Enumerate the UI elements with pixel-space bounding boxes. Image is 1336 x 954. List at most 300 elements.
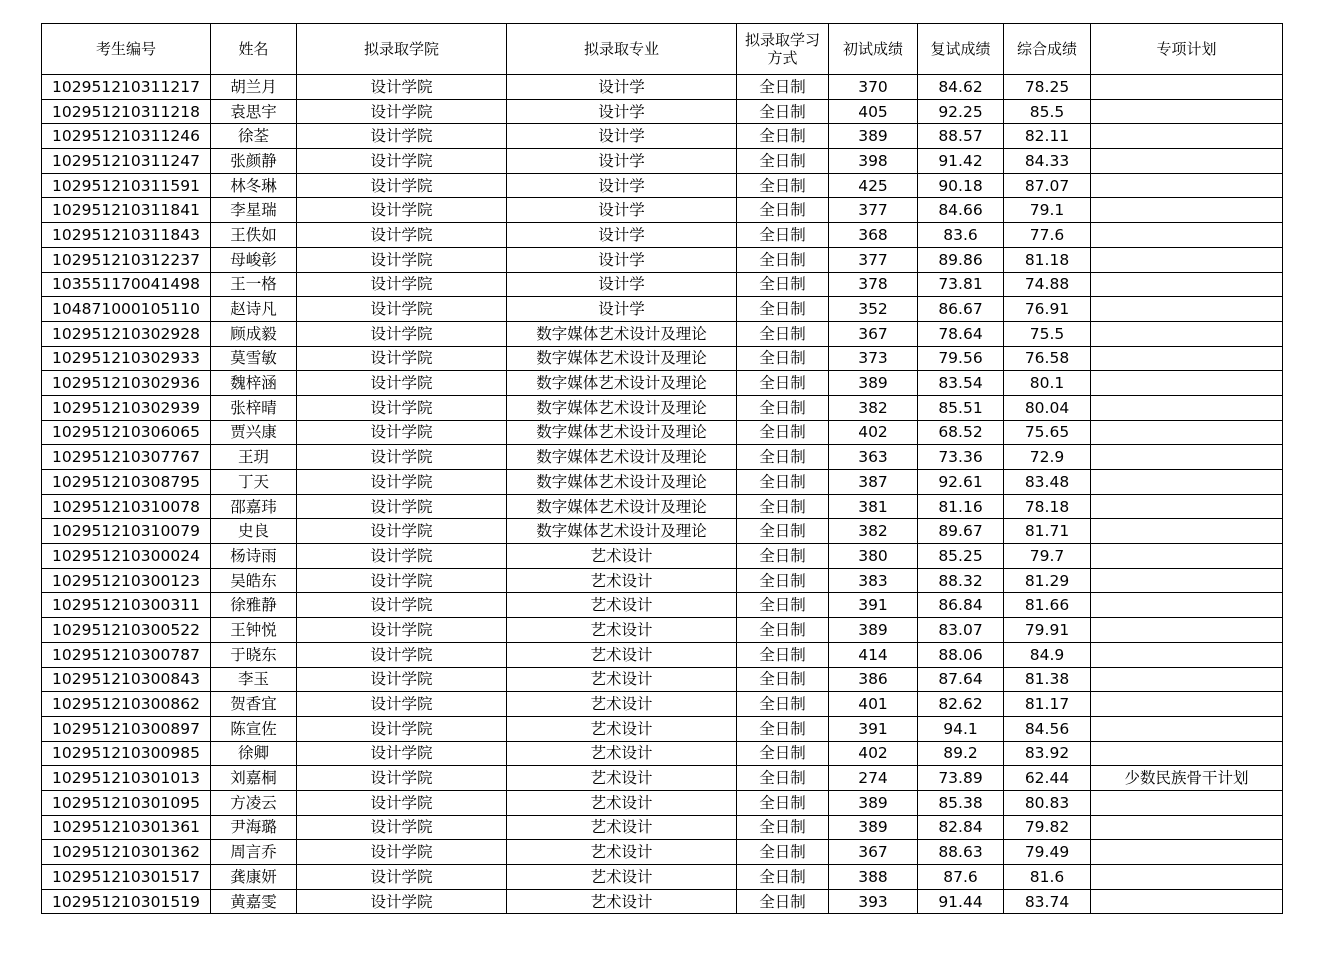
total-score-cell: 79.91: [1004, 618, 1091, 643]
header-special-plan: 专项计划: [1091, 24, 1283, 75]
college-cell: 设计学院: [297, 593, 507, 618]
major-cell: 艺术设计: [507, 642, 737, 667]
special-plan-cell: 少数民族骨干计划: [1091, 766, 1283, 791]
candidate-id-cell: 102951210311247: [42, 149, 211, 174]
header-name: 姓名: [211, 24, 297, 75]
major-cell: 数字媒体艺术设计及理论: [507, 395, 737, 420]
study-mode-cell: 全日制: [737, 865, 829, 890]
college-cell: 设计学院: [297, 519, 507, 544]
table-row: [42, 766, 1283, 791]
major-cell: 设计学: [507, 272, 737, 297]
candidate-id-cell: 102951210300123: [42, 568, 211, 593]
college-cell: 设计学院: [297, 297, 507, 322]
table-row: [42, 272, 1283, 297]
table-row: [42, 815, 1283, 840]
retest-score-cell: 82.62: [918, 692, 1004, 717]
retest-score-cell: 92.61: [918, 470, 1004, 495]
college-cell: 设计学院: [297, 544, 507, 569]
study-mode-cell: 全日制: [737, 519, 829, 544]
major-cell: 艺术设计: [507, 790, 737, 815]
total-score-cell: 81.71: [1004, 519, 1091, 544]
major-cell: 数字媒体艺术设计及理论: [507, 445, 737, 470]
college-cell: 设计学院: [297, 840, 507, 865]
study-mode-cell: 全日制: [737, 790, 829, 815]
total-score-cell: 79.1: [1004, 198, 1091, 223]
total-score-cell: 83.92: [1004, 741, 1091, 766]
total-score-cell: 79.7: [1004, 544, 1091, 569]
name-cell: 刘嘉桐: [211, 766, 297, 791]
total-score-cell: 80.1: [1004, 371, 1091, 396]
major-cell: 设计学: [507, 75, 737, 100]
total-score-cell: 81.17: [1004, 692, 1091, 717]
retest-score-cell: 88.57: [918, 124, 1004, 149]
name-cell: 张梓晴: [211, 395, 297, 420]
study-mode-cell: 全日制: [737, 173, 829, 198]
candidate-id-cell: 102951210311843: [42, 223, 211, 248]
name-cell: 张颜静: [211, 149, 297, 174]
study-mode-cell: 全日制: [737, 346, 829, 371]
study-mode-cell: 全日制: [737, 75, 829, 100]
study-mode-cell: 全日制: [737, 99, 829, 124]
candidate-id-cell: 102951210301519: [42, 889, 211, 914]
initial-score-cell: 370: [829, 75, 918, 100]
total-score-cell: 82.11: [1004, 124, 1091, 149]
table-row: [42, 99, 1283, 124]
college-cell: 设计学院: [297, 889, 507, 914]
study-mode-cell: 全日制: [737, 642, 829, 667]
candidate-id-cell: 102951210300311: [42, 593, 211, 618]
special-plan-cell: [1091, 346, 1283, 371]
major-cell: 艺术设计: [507, 692, 737, 717]
retest-score-cell: 91.44: [918, 889, 1004, 914]
study-mode-cell: 全日制: [737, 840, 829, 865]
initial-score-cell: 382: [829, 395, 918, 420]
study-mode-cell: 全日制: [737, 470, 829, 495]
initial-score-cell: 389: [829, 371, 918, 396]
candidate-id-cell: 102951210301362: [42, 840, 211, 865]
total-score-cell: 77.6: [1004, 223, 1091, 248]
college-cell: 设计学院: [297, 692, 507, 717]
total-score-cell: 81.6: [1004, 865, 1091, 890]
name-cell: 赵诗凡: [211, 297, 297, 322]
major-cell: 设计学: [507, 149, 737, 174]
special-plan-cell: [1091, 716, 1283, 741]
special-plan-cell: [1091, 692, 1283, 717]
major-cell: 数字媒体艺术设计及理论: [507, 321, 737, 346]
total-score-cell: 76.91: [1004, 297, 1091, 322]
major-cell: 数字媒体艺术设计及理论: [507, 346, 737, 371]
candidate-id-cell: 102951210301013: [42, 766, 211, 791]
initial-score-cell: 398: [829, 149, 918, 174]
table-row: [42, 395, 1283, 420]
college-cell: 设计学院: [297, 618, 507, 643]
special-plan-cell: [1091, 395, 1283, 420]
study-mode-cell: 全日制: [737, 593, 829, 618]
name-cell: 邵嘉玮: [211, 494, 297, 519]
total-score-cell: 76.58: [1004, 346, 1091, 371]
total-score-cell: 75.5: [1004, 321, 1091, 346]
special-plan-cell: [1091, 889, 1283, 914]
special-plan-cell: [1091, 297, 1283, 322]
candidate-id-cell: 102951210301517: [42, 865, 211, 890]
special-plan-cell: [1091, 494, 1283, 519]
major-cell: 艺术设计: [507, 667, 737, 692]
retest-score-cell: 84.66: [918, 198, 1004, 223]
initial-score-cell: 387: [829, 470, 918, 495]
name-cell: 陈宣佐: [211, 716, 297, 741]
name-cell: 莫雪敏: [211, 346, 297, 371]
study-mode-cell: 全日制: [737, 815, 829, 840]
retest-score-cell: 85.38: [918, 790, 1004, 815]
name-cell: 吴皓东: [211, 568, 297, 593]
retest-score-cell: 86.84: [918, 593, 1004, 618]
retest-score-cell: 94.1: [918, 716, 1004, 741]
study-mode-cell: 全日制: [737, 766, 829, 791]
name-cell: 王佚如: [211, 223, 297, 248]
candidate-id-cell: 102951210307767: [42, 445, 211, 470]
table-row: [42, 865, 1283, 890]
special-plan-cell: [1091, 272, 1283, 297]
table-row: [42, 420, 1283, 445]
college-cell: 设计学院: [297, 99, 507, 124]
candidate-id-cell: 102951210301361: [42, 815, 211, 840]
study-mode-cell: 全日制: [737, 297, 829, 322]
retest-score-cell: 85.51: [918, 395, 1004, 420]
table-row: [42, 692, 1283, 717]
study-mode-cell: 全日制: [737, 247, 829, 272]
major-cell: 艺术设计: [507, 865, 737, 890]
candidate-id-cell: 102951210302933: [42, 346, 211, 371]
candidate-id-cell: 102951210310079: [42, 519, 211, 544]
total-score-cell: 83.48: [1004, 470, 1091, 495]
major-cell: 艺术设计: [507, 815, 737, 840]
study-mode-cell: 全日制: [737, 544, 829, 569]
name-cell: 方凌云: [211, 790, 297, 815]
special-plan-cell: [1091, 321, 1283, 346]
initial-score-cell: 373: [829, 346, 918, 371]
initial-score-cell: 363: [829, 445, 918, 470]
study-mode-cell: 全日制: [737, 692, 829, 717]
special-plan-cell: [1091, 75, 1283, 100]
special-plan-cell: [1091, 741, 1283, 766]
college-cell: 设计学院: [297, 75, 507, 100]
total-score-cell: 72.9: [1004, 445, 1091, 470]
college-cell: 设计学院: [297, 247, 507, 272]
college-cell: 设计学院: [297, 173, 507, 198]
retest-score-cell: 73.36: [918, 445, 1004, 470]
total-score-cell: 81.29: [1004, 568, 1091, 593]
header-initial-score: 初试成绩: [829, 24, 918, 75]
initial-score-cell: 389: [829, 618, 918, 643]
total-score-cell: 79.49: [1004, 840, 1091, 865]
candidate-id-cell: 102951210300024: [42, 544, 211, 569]
candidate-id-cell: 102951210300787: [42, 642, 211, 667]
table-row: [42, 149, 1283, 174]
retest-score-cell: 89.67: [918, 519, 1004, 544]
college-cell: 设计学院: [297, 716, 507, 741]
table-row: [42, 494, 1283, 519]
retest-score-cell: 83.6: [918, 223, 1004, 248]
table-row: [42, 470, 1283, 495]
initial-score-cell: 368: [829, 223, 918, 248]
major-cell: 数字媒体艺术设计及理论: [507, 494, 737, 519]
major-cell: 设计学: [507, 124, 737, 149]
retest-score-cell: 91.42: [918, 149, 1004, 174]
major-cell: 艺术设计: [507, 840, 737, 865]
name-cell: 王一格: [211, 272, 297, 297]
special-plan-cell: [1091, 568, 1283, 593]
major-cell: 设计学: [507, 99, 737, 124]
major-cell: 设计学: [507, 173, 737, 198]
total-score-cell: 83.74: [1004, 889, 1091, 914]
header-candidate-id: 考生编号: [42, 24, 211, 75]
initial-score-cell: 425: [829, 173, 918, 198]
name-cell: 贾兴康: [211, 420, 297, 445]
major-cell: 设计学: [507, 223, 737, 248]
retest-score-cell: 88.32: [918, 568, 1004, 593]
major-cell: 数字媒体艺术设计及理论: [507, 371, 737, 396]
table-row: [42, 297, 1283, 322]
college-cell: 设计学院: [297, 865, 507, 890]
special-plan-cell: [1091, 371, 1283, 396]
major-cell: 艺术设计: [507, 741, 737, 766]
special-plan-cell: [1091, 247, 1283, 272]
candidate-id-cell: 102951210300897: [42, 716, 211, 741]
study-mode-cell: 全日制: [737, 716, 829, 741]
name-cell: 王玥: [211, 445, 297, 470]
college-cell: 设计学院: [297, 149, 507, 174]
candidate-id-cell: 102951210300985: [42, 741, 211, 766]
special-plan-cell: [1091, 593, 1283, 618]
college-cell: 设计学院: [297, 494, 507, 519]
initial-score-cell: 393: [829, 889, 918, 914]
initial-score-cell: 382: [829, 519, 918, 544]
initial-score-cell: 391: [829, 716, 918, 741]
total-score-cell: 75.65: [1004, 420, 1091, 445]
major-cell: 艺术设计: [507, 618, 737, 643]
college-cell: 设计学院: [297, 395, 507, 420]
table-row: [42, 716, 1283, 741]
name-cell: 徐卿: [211, 741, 297, 766]
name-cell: 林冬琳: [211, 173, 297, 198]
major-cell: 设计学: [507, 198, 737, 223]
college-cell: 设计学院: [297, 741, 507, 766]
table-row: [42, 223, 1283, 248]
study-mode-cell: 全日制: [737, 272, 829, 297]
table-row: [42, 198, 1283, 223]
header-retest-score: 复试成绩: [918, 24, 1004, 75]
table-row: [42, 618, 1283, 643]
table-row: [42, 741, 1283, 766]
retest-score-cell: 83.07: [918, 618, 1004, 643]
special-plan-cell: [1091, 223, 1283, 248]
retest-score-cell: 87.64: [918, 667, 1004, 692]
initial-score-cell: 380: [829, 544, 918, 569]
candidate-id-cell: 102951210311841: [42, 198, 211, 223]
retest-score-cell: 86.67: [918, 297, 1004, 322]
study-mode-cell: 全日制: [737, 198, 829, 223]
candidate-id-cell: 102951210301095: [42, 790, 211, 815]
total-score-cell: 84.33: [1004, 149, 1091, 174]
name-cell: 魏梓涵: [211, 371, 297, 396]
college-cell: 设计学院: [297, 272, 507, 297]
table-row: [42, 247, 1283, 272]
study-mode-cell: 全日制: [737, 321, 829, 346]
college-cell: 设计学院: [297, 470, 507, 495]
major-cell: 艺术设计: [507, 889, 737, 914]
total-score-cell: 78.25: [1004, 75, 1091, 100]
total-score-cell: 62.44: [1004, 766, 1091, 791]
retest-score-cell: 89.2: [918, 741, 1004, 766]
total-score-cell: 84.56: [1004, 716, 1091, 741]
initial-score-cell: 389: [829, 815, 918, 840]
name-cell: 徐雅静: [211, 593, 297, 618]
major-cell: 数字媒体艺术设计及理论: [507, 470, 737, 495]
retest-score-cell: 83.54: [918, 371, 1004, 396]
table-row: [42, 790, 1283, 815]
special-plan-cell: [1091, 790, 1283, 815]
retest-score-cell: 90.18: [918, 173, 1004, 198]
total-score-cell: 74.88: [1004, 272, 1091, 297]
major-cell: 数字媒体艺术设计及理论: [507, 519, 737, 544]
special-plan-cell: [1091, 544, 1283, 569]
table-row: [42, 642, 1283, 667]
table-row: [42, 124, 1283, 149]
college-cell: 设计学院: [297, 667, 507, 692]
study-mode-cell: 全日制: [737, 395, 829, 420]
candidate-id-cell: 102951210311591: [42, 173, 211, 198]
retest-score-cell: 68.52: [918, 420, 1004, 445]
special-plan-cell: [1091, 198, 1283, 223]
study-mode-cell: 全日制: [737, 889, 829, 914]
candidate-id-cell: 102951210308795: [42, 470, 211, 495]
special-plan-cell: [1091, 815, 1283, 840]
name-cell: 于晓东: [211, 642, 297, 667]
study-mode-cell: 全日制: [737, 124, 829, 149]
college-cell: 设计学院: [297, 321, 507, 346]
major-cell: 艺术设计: [507, 568, 737, 593]
header-study-mode: 拟录取学习方式: [737, 24, 829, 75]
name-cell: 母峻彰: [211, 247, 297, 272]
college-cell: 设计学院: [297, 445, 507, 470]
college-cell: 设计学院: [297, 766, 507, 791]
study-mode-cell: 全日制: [737, 371, 829, 396]
retest-score-cell: 79.56: [918, 346, 1004, 371]
retest-score-cell: 88.63: [918, 840, 1004, 865]
name-cell: 徐荃: [211, 124, 297, 149]
candidate-id-cell: 103551170041498: [42, 272, 211, 297]
college-cell: 设计学院: [297, 642, 507, 667]
name-cell: 黄嘉雯: [211, 889, 297, 914]
special-plan-cell: [1091, 99, 1283, 124]
candidate-id-cell: 102951210311218: [42, 99, 211, 124]
special-plan-cell: [1091, 667, 1283, 692]
table-row: [42, 544, 1283, 569]
special-plan-cell: [1091, 519, 1283, 544]
special-plan-cell: [1091, 420, 1283, 445]
study-mode-cell: 全日制: [737, 494, 829, 519]
retest-score-cell: 85.25: [918, 544, 1004, 569]
name-cell: 史良: [211, 519, 297, 544]
special-plan-cell: [1091, 865, 1283, 890]
header-total-score: 综合成绩: [1004, 24, 1091, 75]
major-cell: 设计学: [507, 247, 737, 272]
retest-score-cell: 73.81: [918, 272, 1004, 297]
table-row: [42, 321, 1283, 346]
table-row: [42, 568, 1283, 593]
total-score-cell: 81.66: [1004, 593, 1091, 618]
initial-score-cell: 377: [829, 247, 918, 272]
table-body: [42, 75, 1283, 914]
name-cell: 龚康妍: [211, 865, 297, 890]
candidate-id-cell: 102951210312237: [42, 247, 211, 272]
retest-score-cell: 73.89: [918, 766, 1004, 791]
total-score-cell: 87.07: [1004, 173, 1091, 198]
table-row: [42, 667, 1283, 692]
retest-score-cell: 82.84: [918, 815, 1004, 840]
candidate-id-cell: 104871000105110: [42, 297, 211, 322]
total-score-cell: 80.83: [1004, 790, 1091, 815]
table-row: [42, 371, 1283, 396]
table-row: [42, 593, 1283, 618]
initial-score-cell: 352: [829, 297, 918, 322]
study-mode-cell: 全日制: [737, 223, 829, 248]
candidate-id-cell: 102951210302936: [42, 371, 211, 396]
total-score-cell: 78.18: [1004, 494, 1091, 519]
candidate-id-cell: 102951210310078: [42, 494, 211, 519]
retest-score-cell: 89.86: [918, 247, 1004, 272]
total-score-cell: 81.18: [1004, 247, 1091, 272]
initial-score-cell: 389: [829, 124, 918, 149]
college-cell: 设计学院: [297, 815, 507, 840]
initial-score-cell: 383: [829, 568, 918, 593]
candidate-id-cell: 102951210302928: [42, 321, 211, 346]
study-mode-cell: 全日制: [737, 149, 829, 174]
total-score-cell: 80.04: [1004, 395, 1091, 420]
major-cell: 艺术设计: [507, 716, 737, 741]
table-row: [42, 889, 1283, 914]
initial-score-cell: 391: [829, 593, 918, 618]
retest-score-cell: 87.6: [918, 865, 1004, 890]
special-plan-cell: [1091, 470, 1283, 495]
header-major: 拟录取专业: [507, 24, 737, 75]
table-row: [42, 173, 1283, 198]
candidate-id-cell: 102951210300522: [42, 618, 211, 643]
initial-score-cell: 389: [829, 790, 918, 815]
candidate-id-cell: 102951210300862: [42, 692, 211, 717]
major-cell: 数字媒体艺术设计及理论: [507, 420, 737, 445]
major-cell: 艺术设计: [507, 766, 737, 791]
college-cell: 设计学院: [297, 124, 507, 149]
major-cell: 设计学: [507, 297, 737, 322]
major-cell: 艺术设计: [507, 593, 737, 618]
name-cell: 丁天: [211, 470, 297, 495]
initial-score-cell: 402: [829, 420, 918, 445]
initial-score-cell: 414: [829, 642, 918, 667]
name-cell: 杨诗雨: [211, 544, 297, 569]
study-mode-cell: 全日制: [737, 741, 829, 766]
candidate-id-cell: 102951210302939: [42, 395, 211, 420]
candidate-id-cell: 102951210300843: [42, 667, 211, 692]
initial-score-cell: 367: [829, 840, 918, 865]
college-cell: 设计学院: [297, 371, 507, 396]
candidate-id-cell: 102951210311246: [42, 124, 211, 149]
special-plan-cell: [1091, 618, 1283, 643]
college-cell: 设计学院: [297, 790, 507, 815]
college-cell: 设计学院: [297, 223, 507, 248]
name-cell: 胡兰月: [211, 75, 297, 100]
initial-score-cell: 381: [829, 494, 918, 519]
